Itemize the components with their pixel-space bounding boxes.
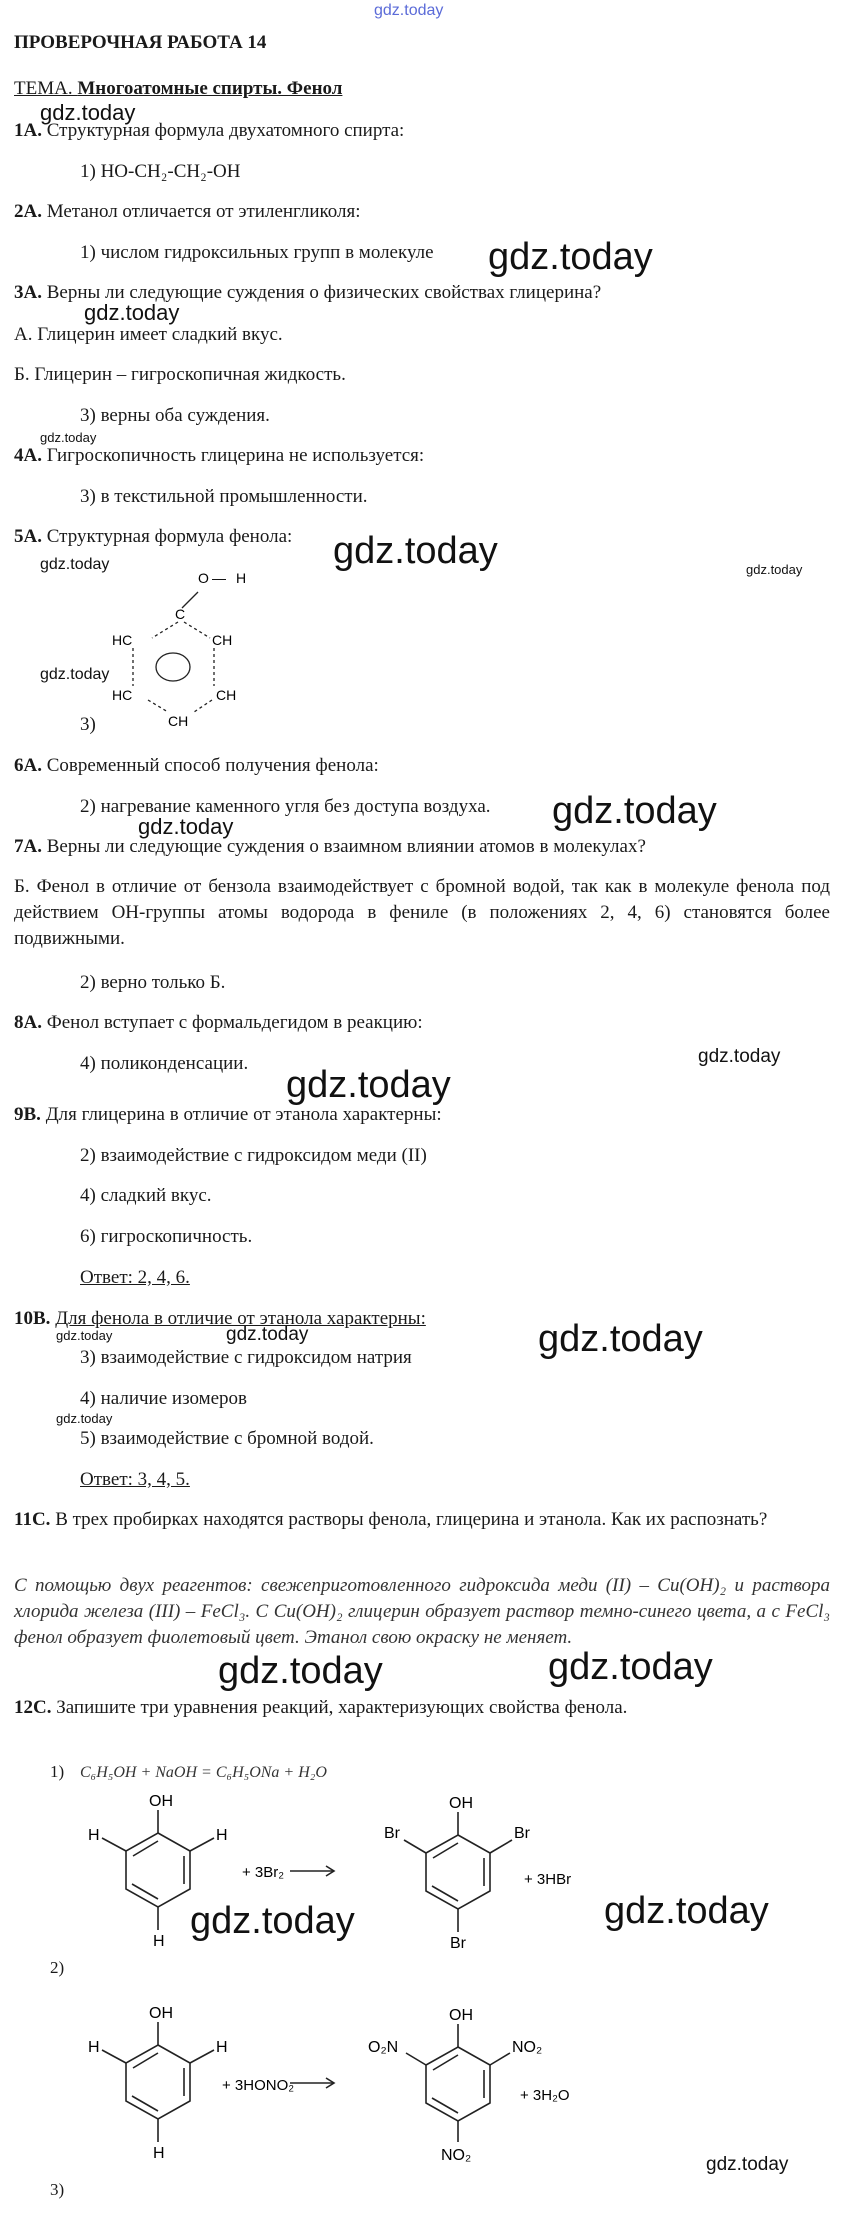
watermark: gdz.today — [218, 1650, 383, 1692]
answer-8: 4) поликонденсации. — [80, 1053, 249, 1074]
answer-3: 3) верны оба суждения. — [80, 405, 270, 426]
reaction-1-equation: C₆H₅OH + NaOH = C₆H₅ONa + H₂O — [80, 1764, 327, 1781]
watermark: gdz.today — [138, 814, 234, 839]
double-bond — [433, 2055, 458, 2070]
answer-1: 1) НО-СН₂-СН₂-ОН — [80, 161, 241, 182]
question-number: 11С. — [14, 1509, 51, 1530]
double-bond — [432, 1886, 458, 1901]
bond-line — [102, 2050, 126, 2063]
watermark: gdz.today — [226, 1324, 309, 1345]
bond-line — [148, 700, 168, 712]
bond-line — [190, 1838, 214, 1851]
double-bond — [132, 1884, 158, 1899]
bond-dash: — — [212, 570, 226, 586]
atom-label: CH — [216, 687, 237, 703]
answer-7: 2) верно только Б. — [80, 972, 226, 993]
option-item: 4) наличие изомеров — [80, 1388, 248, 1409]
statement-b: Б. Глицерин – гигроскопичная жидкость. — [14, 364, 346, 385]
question-number: 3А. — [14, 282, 42, 303]
bond-line — [152, 622, 178, 638]
question-text: Запишите три уравнения реакций, характеризующих свойства фенола. — [56, 1697, 628, 1718]
option-item: 4) сладкий вкус. — [80, 1185, 212, 1206]
answer-11: С помощью двух реагентов: свежеприготовленного гидроксида меди (II) – Cu(OH)₂ и раствора хлорида железа (III) – FeCl₃. С Cu(OH)₂ глицерин образует раствор темно-синего цвета, а с FeCl₃ фенол образует фиолетовый цвет. Этанол свою окраску не меняет. — [14, 1575, 830, 1648]
question-text: Современный способ получения фенола: — [46, 755, 379, 776]
question-text: Гигроскопичность глицерина не используется: — [46, 445, 425, 466]
answer-9: Ответ: 2, 4, 6. — [80, 1267, 190, 1288]
question-text: Для глицерина в отличие от этанола характерны: — [45, 1104, 442, 1125]
statement-b-paragraph: Б. Фенол в отличие от бензола взаимодействует с бромной водой, так как в молекуле фенола под действием ОН-группы атомы водорода в фениле (в положениях 2, 4, 6) становятся более подвижными. — [14, 876, 830, 949]
question-text: Верны ли следующие суждения о взаимном влиянии атомов в молекулах? — [46, 836, 646, 857]
watermark: gdz.today — [706, 2154, 789, 2175]
watermark: gdz.today — [488, 236, 653, 278]
atom-label: Br — [384, 1825, 400, 1842]
atom-label: HC — [112, 632, 133, 648]
question-8 — [14, 1010, 423, 1036]
watermark: gdz.today — [40, 556, 110, 573]
watermark: gdz.today — [698, 1046, 781, 1067]
question-text: Фенол вступает с формальдегидом в реакцию: — [46, 1012, 423, 1033]
atom-label: O — [198, 570, 209, 586]
question-6 — [14, 753, 379, 779]
atom-label: OH — [449, 2007, 473, 2024]
answer-4: 3) в текстильной промышленности. — [80, 486, 368, 507]
bond-line — [102, 1838, 126, 1851]
atom-label: CH — [212, 632, 233, 648]
question-text: В трех пробирках находятся растворы фенола, глицерина и этанола. Как их распознать? — [55, 1509, 768, 1530]
atom-label: OH — [149, 1793, 173, 1810]
answer-10: Ответ: 3, 4, 5. — [80, 1469, 190, 1490]
bond-line — [490, 1840, 512, 1853]
watermark: gdz.today — [190, 1900, 355, 1942]
question-text: Структурная формула фенола: — [46, 526, 293, 547]
question-number: 4А. — [14, 445, 42, 466]
double-bond — [433, 1843, 458, 1858]
watermark: gdz.today — [333, 530, 498, 572]
question-number: 1А. — [14, 120, 42, 141]
atom-label: NO₂ — [512, 2039, 543, 2056]
atom-label: OH — [449, 1795, 473, 1812]
double-bond — [133, 1841, 158, 1856]
reaction-1-number: 1) — [50, 1762, 65, 1781]
top-watermark: gdz.today — [374, 2, 444, 19]
question-text: Для фенола в отличие от этанола характерны: — [55, 1308, 426, 1329]
question-text: Верны ли следующие суждения о физических свойствах глицерина? — [46, 282, 602, 303]
question-number: 6А. — [14, 755, 42, 776]
atom-label: O₂N — [368, 2039, 399, 2056]
bond-line — [404, 1840, 426, 1853]
watermark: gdz.today — [84, 300, 180, 325]
double-bond — [133, 2053, 158, 2068]
benzene-ring — [426, 1835, 490, 1909]
question-number: 7А. — [14, 836, 42, 857]
answer-2: 1) числом гидроксильных групп в молекуле — [80, 242, 434, 263]
atom-label: Br — [450, 1935, 466, 1952]
atom-label: H — [216, 1827, 228, 1844]
page-title: ПРОВЕРОЧНАЯ РАБОТА 14 — [14, 32, 267, 53]
reagent-label: + 3HONO₂ — [222, 2077, 295, 2094]
watermark: gdz.today — [746, 562, 803, 577]
watermark: gdz.today — [56, 1328, 113, 1343]
atom-label: Br — [514, 1825, 530, 1842]
double-bond — [432, 2098, 458, 2113]
bond-line — [406, 2053, 426, 2065]
theme-title: Многоатомные спирты. Фенол — [77, 78, 343, 99]
watermark: gdz.today — [286, 1064, 451, 1106]
reaction-2-number: 2) — [50, 1958, 65, 1977]
bond-line — [490, 2053, 510, 2065]
atom-label: H — [88, 2039, 100, 2056]
question-text: Метанол отличается от этиленгликоля: — [46, 201, 361, 222]
atom-label: NO₂ — [441, 2147, 472, 2164]
question-number: 12С. — [14, 1697, 52, 1718]
watermark: gdz.today — [40, 430, 97, 445]
watermark: gdz.today — [56, 1411, 113, 1426]
bond-line — [184, 622, 210, 638]
watermark: gdz.today — [40, 100, 136, 125]
atom-label: HC — [112, 687, 133, 703]
question-11 — [14, 1507, 830, 1533]
answer-6: 2) нагревание каменного угля без доступа воздуха. — [80, 796, 491, 817]
question-number: 10В. — [14, 1308, 51, 1329]
watermark: gdz.today — [604, 1890, 769, 1932]
question-number: 8А. — [14, 1012, 42, 1033]
option-item: 5) взаимодействие с бромной водой. — [80, 1428, 374, 1449]
atom-label: H — [153, 1933, 165, 1950]
watermark: gdz.today — [548, 1646, 713, 1688]
reaction-3-number: 3) — [50, 2180, 65, 2199]
atom-label: OH — [149, 2005, 173, 2022]
question-text: Структурная формула двухатомного спирта: — [46, 120, 405, 141]
question-9 — [14, 1102, 442, 1128]
atom-label: H — [88, 1827, 100, 1844]
theme-prefix: ТЕМА. — [14, 78, 78, 99]
question-number: 5А. — [14, 526, 42, 547]
atom-label: CH — [168, 713, 189, 729]
option-item: 2) взаимодействие с гидроксидом меди (II) — [80, 1145, 427, 1166]
atom-label: H — [236, 570, 247, 586]
answer-5: 3) — [80, 714, 96, 735]
benzene-ring — [426, 2047, 490, 2121]
benzene-ring — [126, 1833, 190, 1907]
bond-line — [194, 700, 212, 712]
statement-a: А. Глицерин имеет сладкий вкус. — [14, 324, 283, 345]
atom-label: C — [175, 606, 186, 622]
watermark: gdz.today — [552, 790, 717, 832]
question-12 — [14, 1695, 627, 1721]
option-item: 3) взаимодействие с гидроксидом натрия — [80, 1347, 412, 1368]
reagent-label: + 3Br₂ — [242, 1864, 285, 1881]
double-bond — [132, 2096, 158, 2111]
watermark: gdz.today — [538, 1318, 703, 1360]
aromatic-ring — [156, 653, 190, 681]
option-item: 6) гигроскопичность. — [80, 1226, 253, 1247]
product-label: + 3HBr — [524, 1871, 572, 1888]
benzene-ring — [126, 2045, 190, 2119]
product-label: + 3H₂O — [520, 2087, 570, 2104]
question-number: 9В. — [14, 1104, 41, 1125]
question-7 — [14, 834, 646, 860]
question-number: 2А. — [14, 201, 42, 222]
atom-label: H — [153, 2145, 165, 2162]
phenol-structure-diagram — [0, 0, 844, 760]
atom-label: H — [216, 2039, 228, 2056]
watermark: gdz.today — [40, 666, 110, 683]
bond-line — [190, 2050, 214, 2063]
